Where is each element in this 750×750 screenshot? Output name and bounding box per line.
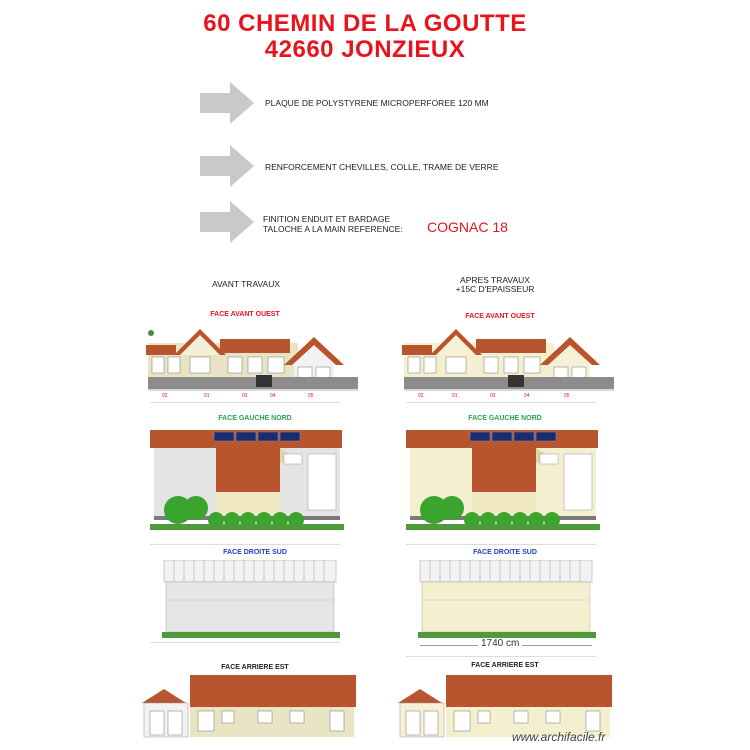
elevation-back-before bbox=[140, 675, 358, 739]
legend-reinforcement: RENFORCEMENT CHEVILLES, COLLE, TRAME DE VERRE bbox=[265, 162, 499, 172]
legend-finish-line1: FINITION ENDUIT ET BARDAGE bbox=[263, 214, 391, 224]
face-label-left-north: FACE GAUCHE NORD bbox=[468, 415, 542, 422]
column-before-title: AVANT TRAVAUX bbox=[211, 279, 281, 289]
elevation-front-before bbox=[144, 325, 360, 400]
divider bbox=[406, 656, 596, 657]
tick-label: 03 bbox=[242, 393, 248, 399]
elevation-front-after bbox=[400, 325, 616, 400]
tick-label: 05 bbox=[308, 393, 314, 399]
face-label-right-south: FACE DROITE SUD bbox=[473, 549, 537, 556]
address-street: 60 CHEMIN DE LA GOUTTE bbox=[203, 10, 527, 37]
tick-label: 04 bbox=[524, 393, 530, 399]
tick-label: 02 bbox=[162, 393, 168, 399]
face-label-front-west: FACE AVANT OUEST bbox=[465, 313, 535, 320]
tick-label: 01 bbox=[452, 393, 458, 399]
face-label-right-south: FACE DROITE SUD bbox=[223, 549, 287, 556]
elevation-right-before bbox=[162, 560, 340, 642]
tick-label: 03 bbox=[490, 393, 496, 399]
face-label-back-east: FACE ARRIERE EST bbox=[221, 664, 289, 671]
tick-label: 04 bbox=[270, 393, 276, 399]
divider bbox=[406, 544, 596, 545]
column-after-title-line2: +15C D'EPAISSEUR bbox=[455, 284, 535, 294]
tick-label: 05 bbox=[564, 393, 570, 399]
legend-finish-line2: TALOCHE A LA MAIN REFERENCE: bbox=[263, 224, 403, 234]
arrow-icon bbox=[200, 82, 254, 124]
watermark: www.archifacile.fr bbox=[512, 730, 606, 744]
elevation-left-after bbox=[406, 428, 600, 532]
column-after-title-line1: APRES TRAVAUX bbox=[460, 275, 530, 285]
face-label-left-north: FACE GAUCHE NORD bbox=[218, 415, 292, 422]
divider bbox=[150, 544, 340, 545]
dimension-label: 1740 cm bbox=[478, 638, 522, 649]
tick-label: 02 bbox=[418, 393, 424, 399]
arrow-icon bbox=[200, 145, 254, 187]
elevation-left-before bbox=[150, 428, 344, 532]
address-city: 42660 JONZIEUX bbox=[264, 36, 466, 63]
face-label-front-west: FACE AVANT OUEST bbox=[210, 311, 280, 318]
arrow-icon bbox=[200, 201, 254, 243]
divider bbox=[150, 402, 340, 403]
tick-label: 01 bbox=[204, 393, 210, 399]
legend-polystyrene: PLAQUE DE POLYSTYRENE MICROPERFOREE 120 MM bbox=[265, 98, 489, 108]
color-reference: COGNAC 18 bbox=[427, 219, 508, 235]
elevation-right-after bbox=[418, 560, 596, 642]
divider bbox=[406, 402, 596, 403]
face-label-back-east: FACE ARRIERE EST bbox=[471, 662, 539, 669]
divider bbox=[150, 642, 340, 643]
